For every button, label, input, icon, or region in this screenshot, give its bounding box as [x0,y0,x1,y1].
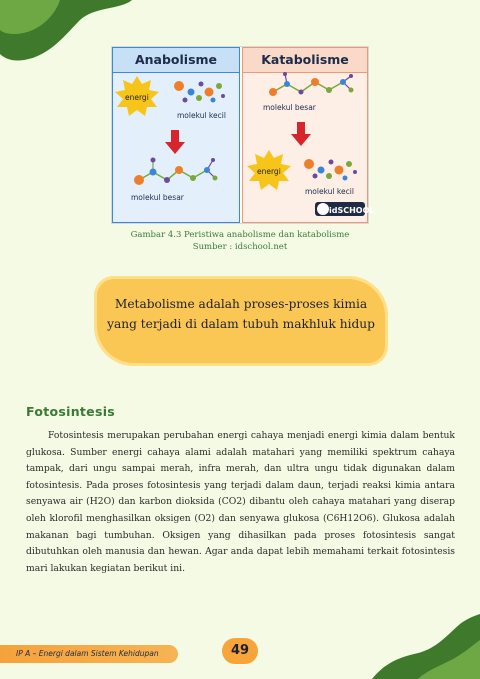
small-molecules-icon [304,159,357,181]
catabolism-diagram [243,72,375,222]
footer-text: IP A – Energi dalam Sistem Kehidupan [16,649,159,658]
section-paragraph: Fotosintesis merupakan perubahan energi cahaya menjadi energi kimia dalam bentuk glukosa. Sumber energi cahaya alami adalah matahari yang memiliki spektrum cahaya tampak, dari ungu sampai merah, infra merah, dan ultra ungu tidak digunakan dalam fotosintesis. Pada proses fotosintesis yang terjadi dalam daun, terjadi reaksi kimia antara senyawa air (H2O) dan karbon dioksida (CO2) dibantu oleh cahaya matahari yang diserap oleh klorofil menghasilkan oksigen (O2) dan senyawa glukosa (C6H12O6). Glukosa adalah makanan bagi tumbuhan. Oksigen yang dihasilkan pada proses fotosintesis sangat dibutuhkan oleh manusia dan hewan. Agar anda dapat lebih memahami terkait fotosintesis mari lakukan kegiatan berikut ini. [26,430,455,574]
anabolism-small-molecule-label: molekul kecil [177,111,226,120]
caption-line-2: Sumber : idschool.net [192,242,288,252]
energy-burst-icon [247,150,291,190]
caption-line-1: Gambar 4.3 Peristiwa anabolisme dan katabolisme [130,230,350,240]
large-molecule-icon [134,158,218,186]
idschool-logo [315,202,375,216]
footer-band [0,645,178,663]
callout-line-2: yang terjadi di dalam tubuh makhluk hidup [107,317,375,331]
large-molecule-icon [269,72,354,96]
catabolism-title: Katabolisme [243,48,367,73]
anabolism-energy-label: energi [125,93,149,102]
anabolism-panel [112,47,240,223]
callout-text [102,294,380,334]
catabolism-panel [242,47,375,223]
bottom-right-decoration [372,614,480,679]
down-arrow-icon [291,122,311,146]
logo-text: idSCHOOL [329,206,375,215]
figure-caption [0,229,480,253]
catabolism-energy-label: energi [257,167,281,176]
metabolism-figure [111,46,375,224]
anabolism-title: Anabolisme [113,48,239,73]
anabolism-large-molecule-label: molekul besar [131,193,184,202]
section-title: Fotosintesis [26,404,116,419]
energy-burst-icon [115,76,159,116]
callout-line-1: Metabolisme adalah proses-proses kimia [114,297,368,311]
catabolism-large-molecule-label: molekul besar [263,103,316,112]
anabolism-diagram [113,72,239,222]
down-arrow-icon [165,130,185,154]
catabolism-small-molecule-label: molekul kecil [305,187,354,196]
page-number: 49 [222,638,258,664]
definition-callout [94,276,388,366]
small-molecules-icon [174,81,225,103]
